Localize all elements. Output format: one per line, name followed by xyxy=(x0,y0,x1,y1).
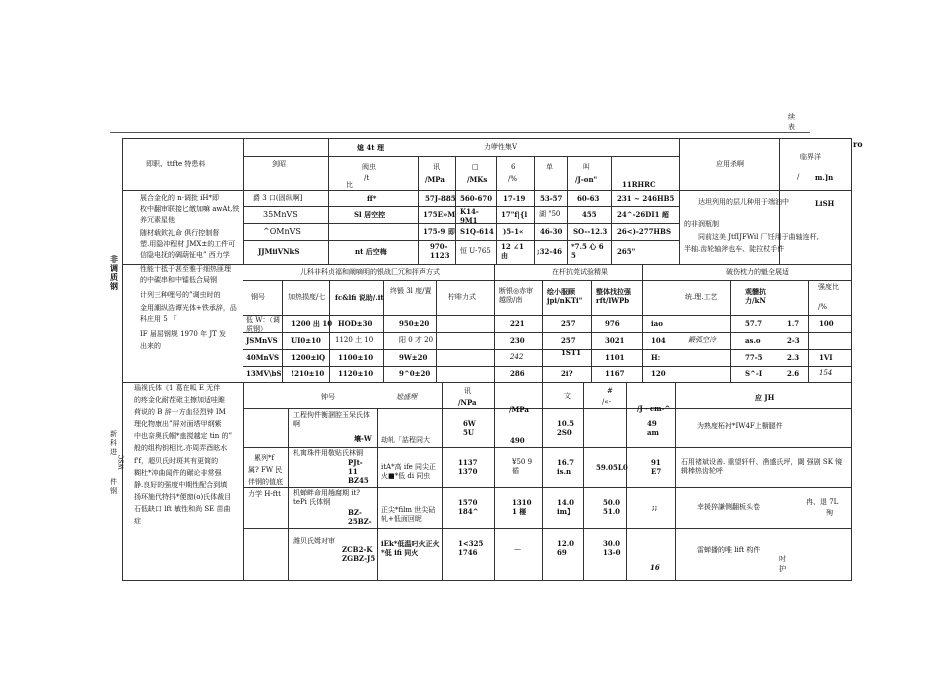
header-mech: 力咿性集V xyxy=(484,143,518,151)
header-rel-unit: /MKs xyxy=(467,175,488,184)
side-label-wsc: WSC xyxy=(118,454,126,470)
continued-label: 续 xyxy=(788,113,795,121)
corner-mark: ro xyxy=(853,139,863,149)
header-crit-unit2: m.]n xyxy=(815,173,834,182)
header-rm: 讯 xyxy=(433,163,440,171)
header-rm-unit: /MPa xyxy=(425,175,445,184)
s2-header-performance: 在杆抗莞试验精果 xyxy=(552,268,608,276)
header-app: 应用杀啊 xyxy=(716,160,744,168)
header-rel: □ xyxy=(472,163,479,171)
header-heat: 熄 4t 理 xyxy=(357,143,384,152)
header-grade: 剑昭 xyxy=(272,160,286,168)
table-label: 表 xyxy=(788,123,795,131)
s2-process-note: 鍛弧空冷 xyxy=(688,336,716,344)
side-label-steel: 件钢 xyxy=(110,478,117,495)
header-a: 6 xyxy=(511,163,516,171)
header-harden: 阀虫 xyxy=(362,163,376,171)
side-label-new: 新科进 xyxy=(110,430,117,456)
header-crit: 临界洋 xyxy=(800,153,821,161)
s1-crit-value: LiSH xyxy=(815,199,835,208)
header-hrc: 11RHRC xyxy=(622,180,656,189)
side-label-nonquenched: 非调质钢 xyxy=(110,254,118,291)
header-crit-unit: / xyxy=(797,173,800,181)
s2-header-process: 儿科非科贞福和阚嘀明的银战匚冗和抨声方式 xyxy=(300,268,440,276)
s2-header-use: 破伤枕力的魁全展适 xyxy=(726,268,789,276)
header-a-unit: /% xyxy=(508,175,518,183)
header-bi: 比 xyxy=(346,181,353,189)
header-z: 单 xyxy=(546,163,553,171)
header-ak: 叫 xyxy=(583,163,590,171)
header-ak-unit: /J-on" xyxy=(575,175,598,184)
header-name: 即职、ttfte 特患料 xyxy=(146,160,206,168)
header-harden-sub: /t xyxy=(364,174,370,182)
